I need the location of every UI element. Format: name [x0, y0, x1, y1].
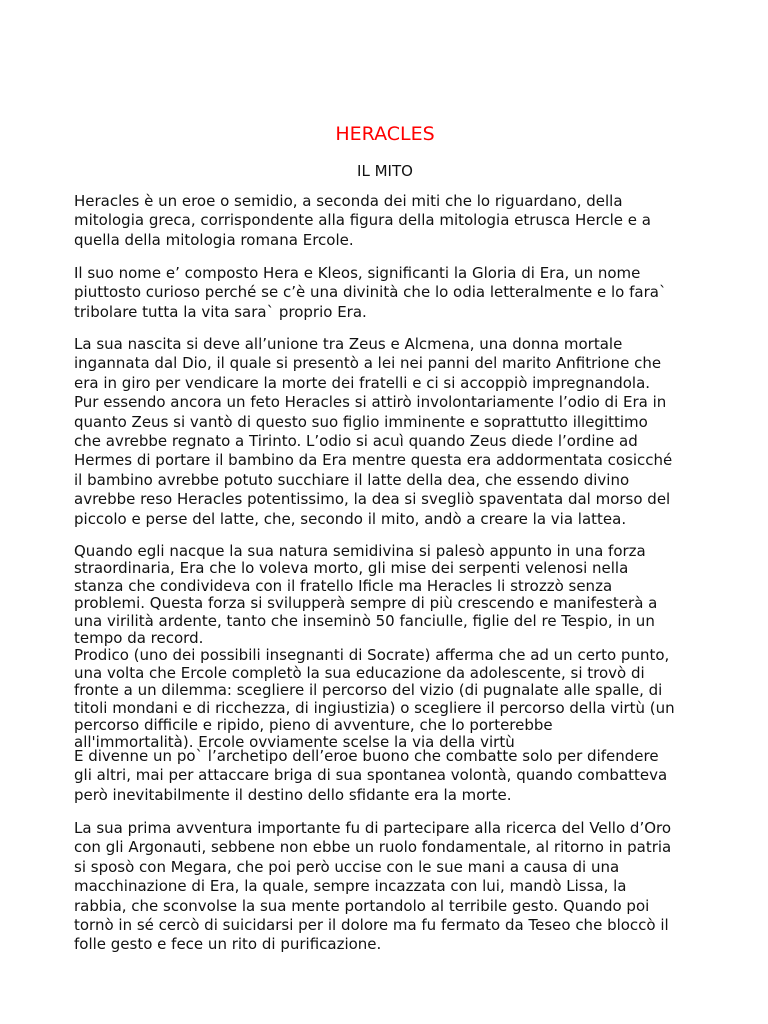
paragraph-archetype: E divenne un po` l’archetipo dell’eroe buono che combatte solo per difendere gli altri, mai per attaccare briga di sua spontanea volontà, quando combatteva però inevitabilmente il destino dello sfidante era la morte. [74, 747, 668, 804]
paragraph-first-adventure: La sua prima avventura importante fu di partecipare alla ricerca del Vello d’Oro con gli Argonauti, sebbene non ebbe un ruolo fondamentale, al ritorno in patria si sposò con Megara, che poi però uccise con le sue mani a causa di una macchinazione di Era, la quale, sempre incazzata con lui, mandò Lissa, la rabbia, che sconvolse la sua mente portandolo al terribile gesto. Quando poi tornò in sé cercò di suicidarsi per il dolore ma fu fermato da Teseo che bloccò il folle gesto e fece un rito di purificazione. [74, 819, 672, 954]
paragraph-name-origin: Il suo nome e’ composto Hera e Kleos, significanti la Gloria di Era, un nome piuttosto curioso perché se c’è una divinità che lo odia letteralmente e lo fara` tribolare tutta la vita sara` proprio Era. [74, 264, 667, 321]
document-subtitle: IL MITO [357, 162, 413, 180]
document-title: HERACLES [335, 123, 435, 145]
paragraph-birth: La sua nascita si deve all’unione tra Zeus e Alcmena, una donna mortale ingannata dal Dio, il quale si presentò a lei nei panni del marito Anfitrione che era in giro per vendicare la morte dei fratelli e ci si accoppiò impregnandola. Pur essendo ancora un feto Heracles si attirò involontariamente l’odio di Era in quanto Zeus si vantò di questo suo figlio imminente e soprattutto illegittimo che avrebbe regnato a Tirinto. L’odio si acuì quando Zeus diede l’ordine ad Hermes di portare il bambino da Era mentre questa era addormentata cosicché il bambino avrebbe potuto succhiare il latte della dea, che essendo divino avrebbe reso Heracles potentissimo, la dea si svegliò spaventata dal morso del piccolo e perse del latte, che, secondo il mito, andò a creare la via lattea. [74, 335, 673, 528]
paragraph-intro: Heracles è un eroe o semidio, a seconda dei miti che lo riguardano, della mitologia greca, corrispondente alla figura della mitologia etrusca Hercle e a quella della mitologia romana Ercole. [74, 192, 651, 249]
paragraph-childhood-and-choice: Quando egli nacque la sua natura semidivina si palesò appunto in una forza straordinaria, Era che lo voleva morto, gli mise dei serpenti velenosi nella stanza che condivideva con il fratello Ificle ma Heracles li strozzò senza problemi. Questa forza si svilupperà sempre di più crescendo e manifesterà a una virilità ardente, tanto che inseminò 50 fanciulle, figlie del re Tespio, in un tempo da record. Prodico (uno dei possibili insegnanti di Socrate) afferma che ad un certo punto, una volta che Ercole completò la sua educazione da adolescente, si trovò di fronte a un dilemma: scegliere il percorso del vizio (di pugnalate alle spalle, di titoli mondani e di ricchezza, di ingiustizia) o scegliere il percorso della virtù (un percorso difficile e ripido, pieno di avventure, che lo porterebbe all'immortalità). Ercole ovviamente scelse la via della virtù [74, 542, 675, 752]
